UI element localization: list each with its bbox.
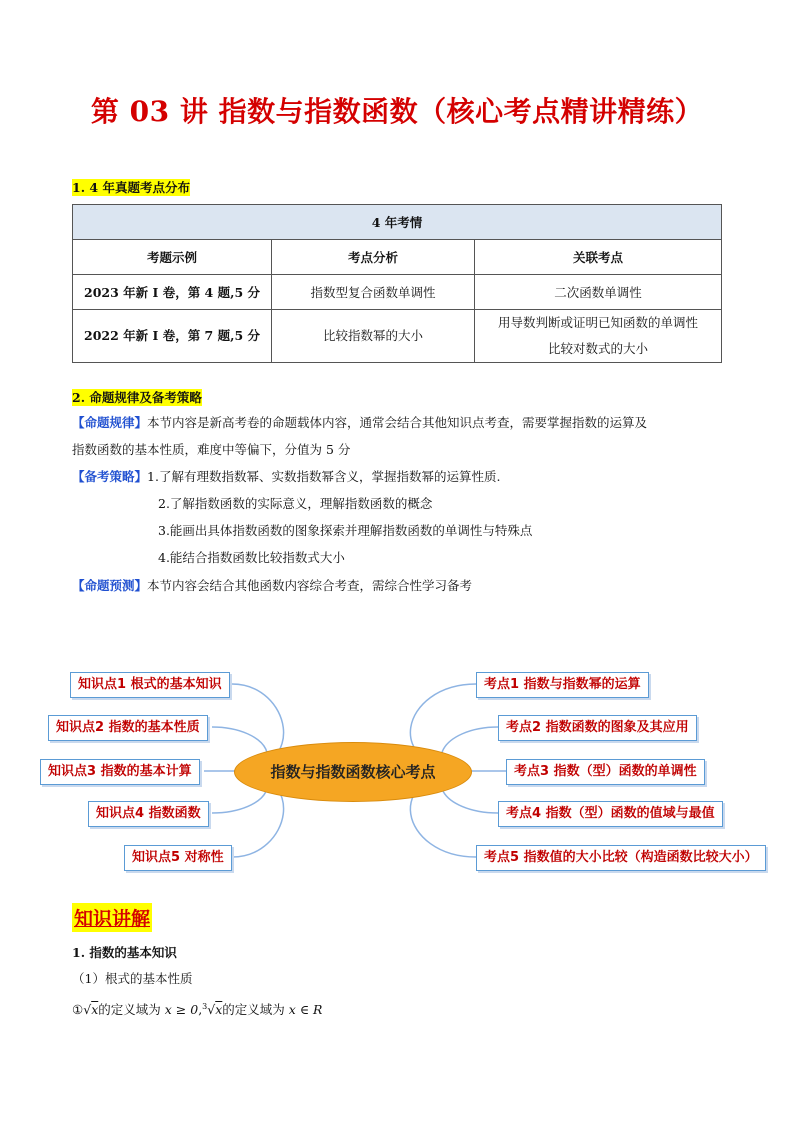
strategy-tag: 【备考策略】 bbox=[72, 469, 148, 484]
table-cell-example: 2022 年新 I 卷，第 7 题,5 分 bbox=[73, 310, 272, 363]
knowledge-subheading: 1. 指数的基本知识 bbox=[72, 945, 177, 960]
related-point: 比较对数式的大小 bbox=[547, 341, 648, 356]
mindmap-exam-node: 考点3 指数（型）函数的单调性 bbox=[506, 759, 705, 785]
mindmap-center-node: 指数与指数函数核心考点 bbox=[234, 742, 472, 802]
cube-root-expression: √x bbox=[207, 1002, 223, 1018]
separator: , bbox=[198, 1002, 203, 1018]
knowledge-subheading: （1）根式的基本性质 bbox=[72, 971, 193, 986]
mindmap-knowledge-node: 知识点3 指数的基本计算 bbox=[40, 759, 200, 785]
table-top-header: 4 年考情 bbox=[73, 205, 722, 240]
related-point: 用导数判断或证明已知函数的单调性 bbox=[497, 315, 698, 330]
square-root-expression: √x bbox=[83, 1002, 99, 1018]
root-index: 3 bbox=[202, 1002, 208, 1011]
knowledge-heading: 知识讲解 bbox=[72, 903, 152, 932]
circled-number: ① bbox=[72, 1002, 84, 1018]
table-cell-example: 2023 年新 I 卷，第 4 题,5 分 bbox=[73, 275, 272, 310]
mindmap-knowledge-node: 知识点5 对称性 bbox=[124, 845, 232, 871]
mindmap-exam-node: 考点1 指数与指数幂的运算 bbox=[476, 672, 649, 698]
table-cell-related: 二次函数单调性 bbox=[475, 275, 722, 310]
column-header: 考题示例 bbox=[73, 240, 272, 275]
section-heading-text: 1. 4 年真题考点分布 bbox=[72, 180, 190, 195]
mindmap-knowledge-node: 知识点4 指数函数 bbox=[88, 801, 209, 827]
domain-text: 的定义域为 bbox=[222, 1002, 285, 1018]
strategy-item: 3.能画出具体指数函数的图象探索并理解指数函数的单调性与特殊点 bbox=[158, 523, 533, 538]
mindmap-knowledge-node: 知识点1 根式的基本知识 bbox=[70, 672, 230, 698]
mindmap-exam-node: 考点2 指数函数的图象及其应用 bbox=[498, 715, 697, 741]
strategy-item: 4.能结合指数函数比较指数式大小 bbox=[158, 550, 345, 565]
column-header: 考点分析 bbox=[272, 240, 475, 275]
mindmap-exam-node: 考点5 指数值的大小比较（构造函数比较大小） bbox=[476, 845, 766, 871]
strategy-item: 1.了解有理数指数幂、实数指数幂含义，掌握指数幂的运算性质. bbox=[147, 469, 501, 484]
column-header: 关联考点 bbox=[475, 240, 722, 275]
section-heading-text: 2. 命题规律及备考策略 bbox=[72, 390, 202, 405]
mindmap-exam-node: 考点4 指数（型）函数的值域与最值 bbox=[498, 801, 723, 827]
domain-condition: x ∈ R bbox=[288, 1002, 323, 1018]
radicand: x bbox=[215, 1002, 223, 1018]
table-cell-analysis: 指数型复合函数单调性 bbox=[272, 275, 475, 310]
predict-text: 本节内容会结合其他函数内容综合考查，需综合性学习备考 bbox=[147, 578, 473, 593]
predict-tag: 【命题预测】 bbox=[72, 578, 148, 593]
radicand: x bbox=[91, 1002, 99, 1018]
table-cell-analysis: 比较指数幂的大小 bbox=[272, 310, 475, 363]
domain-condition: x ≥ 0 bbox=[164, 1002, 199, 1018]
strategy-item: 2.了解指数函数的实际意义，理解指数函数的概念 bbox=[158, 496, 433, 511]
page-title: 第 03 讲 指数与指数函数（核心考点精讲精练） bbox=[90, 95, 704, 128]
law-tag: 【命题规律】 bbox=[72, 415, 148, 430]
law-text: 本节内容是新高考卷的命题载体内容，通常会结合其他知识点考查，需要掌握指数的运算及 bbox=[147, 415, 648, 430]
root-domain-line bbox=[72, 996, 322, 1021]
law-text: 指数函数的基本性质，难度中等偏下，分值为 5 分 bbox=[72, 442, 351, 457]
mindmap-knowledge-node: 知识点2 指数的基本性质 bbox=[48, 715, 208, 741]
domain-text: 的定义域为 bbox=[98, 1002, 161, 1018]
